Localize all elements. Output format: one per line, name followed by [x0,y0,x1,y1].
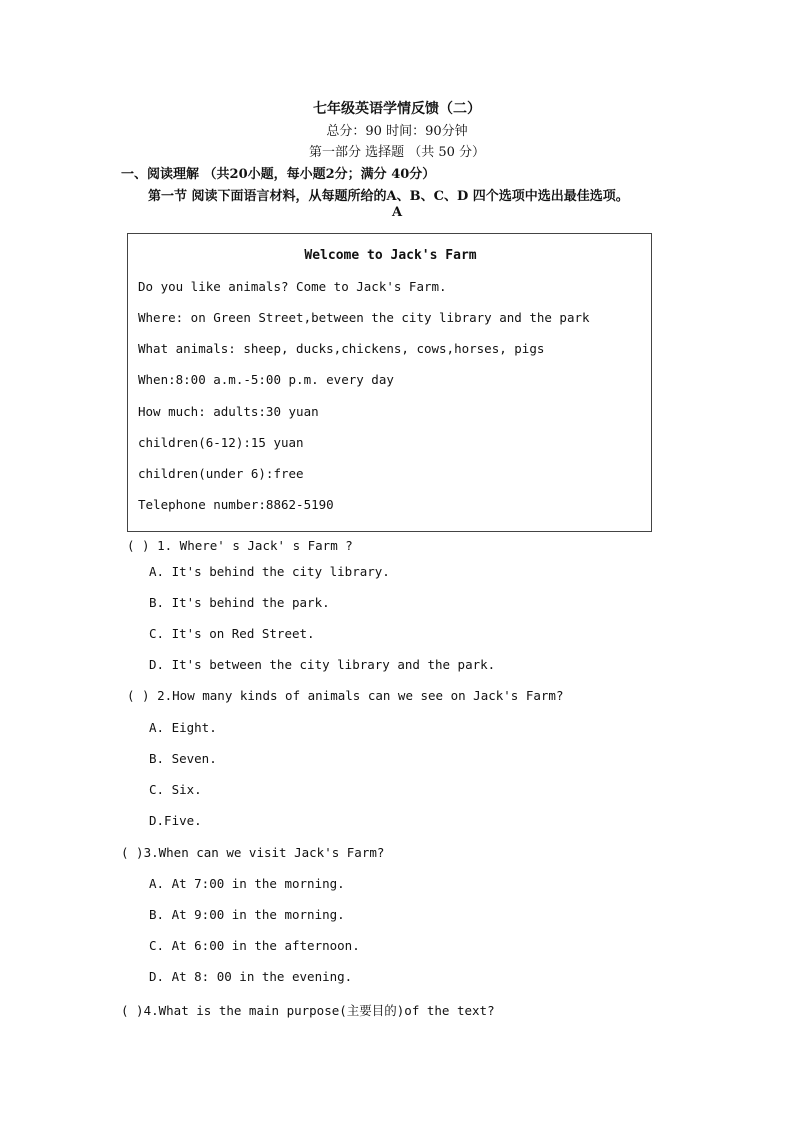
question-2-option-b: B. Seven. [149,751,217,766]
passage-line: children(under 6):free [138,466,304,481]
question-4-stem: ( )4.What is the main purpose(主要目的)of the text? [121,1003,495,1018]
exam-title: 七年级英语学情反馈（二） [313,101,481,117]
passage-line: Where: on Green Street,between the city library and the park [138,310,590,325]
question-2-stem: ( ) 2.How many kinds of animals can we see on Jack's Farm? [127,688,564,703]
passage-line: What animals: sheep, ducks,chickens, cows,horses, pigs [138,341,545,356]
question-1-option-d: D. It's between the city library and the park. [149,657,496,672]
passage-title: Welcome to Jack's Farm [304,248,477,263]
part-heading: 第一部分 选择题 （共 50 分） [308,145,486,160]
passage-letter: A [391,205,403,220]
question-2-option-c: C. Six. [149,782,202,797]
question-1-option-c: C. It's on Red Street. [149,626,315,641]
question-1-stem: ( ) 1. Where' s Jack' s Farm ? [127,538,353,553]
score-time-line: 总分：90 时间：90分钟 [326,124,468,139]
question-3-stem: ( )3.When can we visit Jack's Farm? [121,845,385,860]
passage-line: Telephone number:8862-5190 [138,497,334,512]
section-heading: 一、阅读理解 （共20小题，每小题2分；满分 40分） [121,167,436,182]
question-3-option-a: A. At 7:00 in the morning. [149,876,345,891]
question-1-option-b: B. It's behind the park. [149,595,330,610]
passage-line: How much: adults:30 yuan [138,404,319,419]
question-2-option-d: D.Five. [149,813,202,828]
question-3-option-c: C. At 6:00 in the afternoon. [149,938,360,953]
passage-line: When:8:00 a.m.-5:00 p.m. every day [138,372,394,387]
passage-line: Do you like animals? Come to Jack's Farm. [138,279,447,294]
passage-line: children(6-12):15 yuan [138,435,304,450]
passage-box [127,233,652,532]
question-3-option-d: D. At 8: 00 in the evening. [149,969,353,984]
section-instruction: 第一节 阅读下面语言材料，从每题所给的A、B、C、D 四个选项中选出最佳选项。 [148,189,629,204]
question-1-option-a: A. It's behind the city library. [149,564,390,579]
question-3-option-b: B. At 9:00 in the morning. [149,907,345,922]
question-2-option-a: A. Eight. [149,720,217,735]
